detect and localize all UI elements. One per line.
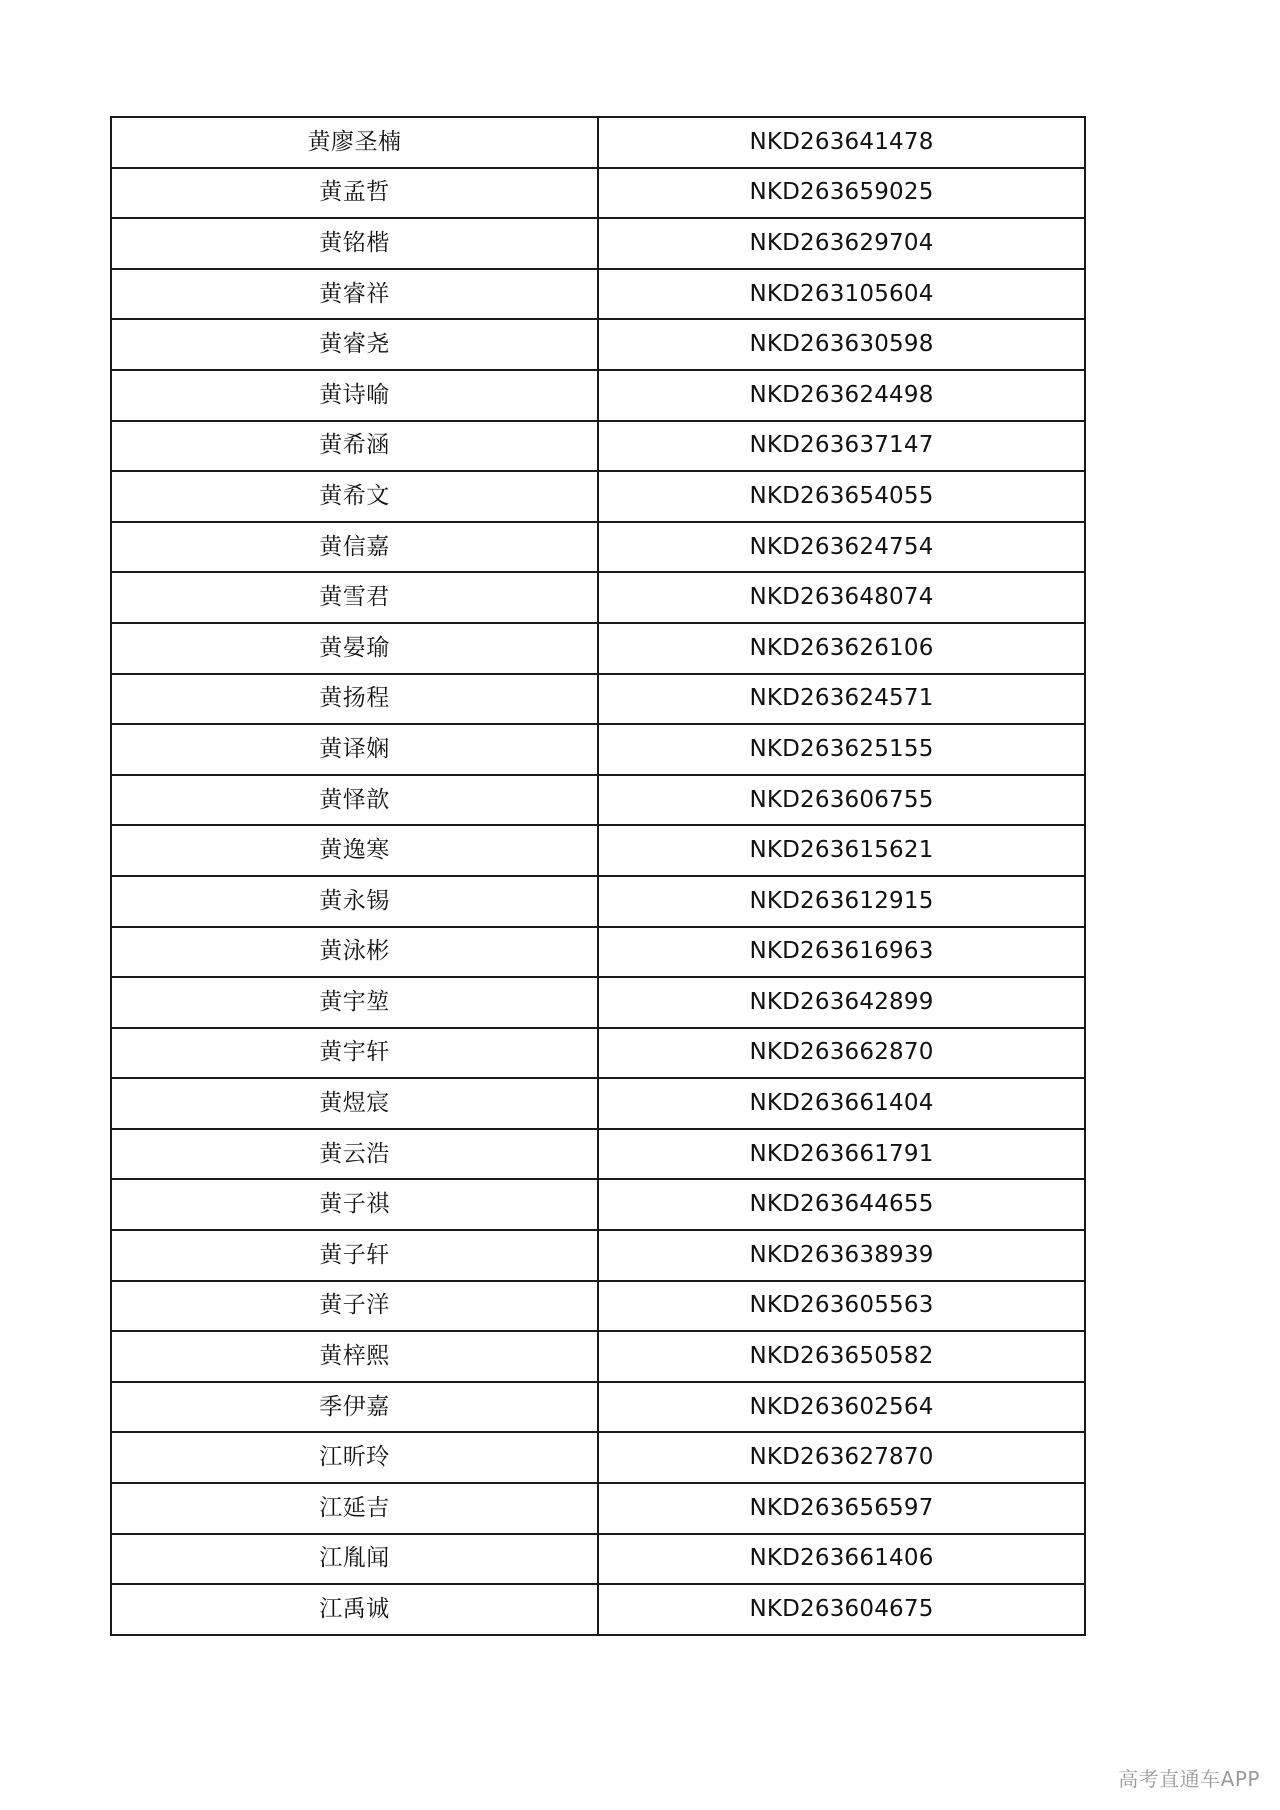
registration-id-cell: NKD263641478	[598, 117, 1085, 168]
roster-sheet	[110, 116, 1082, 1636]
student-name-cell: 黄子轩	[111, 1230, 598, 1281]
student-name-cell: 黄雪君	[111, 572, 598, 623]
registration-id-cell: NKD263624754	[598, 522, 1085, 573]
table-row	[111, 1331, 1085, 1382]
table-row	[111, 724, 1085, 775]
registration-id-cell: NKD263638939	[598, 1230, 1085, 1281]
registration-id-cell: NKD263602564	[598, 1382, 1085, 1433]
student-name-cell: 黄铭楷	[111, 218, 598, 269]
student-name-cell: 黄希文	[111, 471, 598, 522]
registration-id-cell: NKD263656597	[598, 1483, 1085, 1534]
registration-id-cell: NKD263654055	[598, 471, 1085, 522]
registration-id-cell: NKD263648074	[598, 572, 1085, 623]
registration-id-cell: NKD263624571	[598, 674, 1085, 725]
student-name-cell: 黄云浩	[111, 1129, 598, 1180]
student-name-cell: 黄廖圣楠	[111, 117, 598, 168]
registration-id-cell: NKD263624498	[598, 370, 1085, 421]
student-name-cell: 黄子祺	[111, 1179, 598, 1230]
table-row	[111, 1078, 1085, 1129]
student-name-cell: 黄怿歆	[111, 775, 598, 826]
table-row	[111, 1179, 1085, 1230]
registration-id-cell: NKD263627870	[598, 1432, 1085, 1483]
student-name-cell: 江延吉	[111, 1483, 598, 1534]
table-row	[111, 1534, 1085, 1585]
student-name-cell: 黄睿祥	[111, 269, 598, 320]
student-name-cell: 季伊嘉	[111, 1382, 598, 1433]
registration-id-cell: NKD263644655	[598, 1179, 1085, 1230]
registration-id-cell: NKD263605563	[598, 1281, 1085, 1332]
table-row	[111, 927, 1085, 978]
table-row	[111, 1230, 1085, 1281]
table-row	[111, 218, 1085, 269]
table-row	[111, 168, 1085, 219]
table-row	[111, 977, 1085, 1028]
table-row	[111, 1129, 1085, 1180]
student-name-cell: 黄永锡	[111, 876, 598, 927]
registration-id-cell: NKD263661406	[598, 1534, 1085, 1585]
registration-id-cell: NKD263661404	[598, 1078, 1085, 1129]
registration-id-cell: NKD263604675	[598, 1584, 1085, 1635]
registration-id-cell: NKD263630598	[598, 319, 1085, 370]
student-name-cell: 黄梓熙	[111, 1331, 598, 1382]
table-row	[111, 1382, 1085, 1433]
student-name-cell: 江胤闻	[111, 1534, 598, 1585]
table-row	[111, 1483, 1085, 1534]
student-name-cell: 黄诗喻	[111, 370, 598, 421]
registration-id-cell: NKD263637147	[598, 421, 1085, 472]
table-row	[111, 1432, 1085, 1483]
table-row	[111, 319, 1085, 370]
table-row	[111, 1584, 1085, 1635]
registration-id-cell: NKD263662870	[598, 1028, 1085, 1079]
registration-id-cell: NKD263629704	[598, 218, 1085, 269]
table-row	[111, 522, 1085, 573]
student-name-cell: 黄孟哲	[111, 168, 598, 219]
registration-id-cell: NKD263659025	[598, 168, 1085, 219]
table-row	[111, 1281, 1085, 1332]
table-row	[111, 572, 1085, 623]
table-row	[111, 623, 1085, 674]
table-row	[111, 674, 1085, 725]
student-name-cell: 黄希涵	[111, 421, 598, 472]
table-row	[111, 117, 1085, 168]
student-name-cell: 黄煜宸	[111, 1078, 598, 1129]
student-name-cell: 黄子洋	[111, 1281, 598, 1332]
student-name-cell: 江禹诚	[111, 1584, 598, 1635]
registration-id-cell: NKD263642899	[598, 977, 1085, 1028]
student-name-cell: 黄信嘉	[111, 522, 598, 573]
table-row	[111, 775, 1085, 826]
table-row	[111, 421, 1085, 472]
registration-id-cell: NKD263661791	[598, 1129, 1085, 1180]
student-name-cell: 黄宇轩	[111, 1028, 598, 1079]
registration-id-cell: NKD263606755	[598, 775, 1085, 826]
registration-id-cell: NKD263650582	[598, 1331, 1085, 1382]
registration-id-cell: NKD263625155	[598, 724, 1085, 775]
table-row	[111, 876, 1085, 927]
registration-id-cell: NKD263105604	[598, 269, 1085, 320]
table-row	[111, 1028, 1085, 1079]
student-name-cell: 黄译娴	[111, 724, 598, 775]
student-name-cell: 江昕玲	[111, 1432, 598, 1483]
registration-id-cell: NKD263626106	[598, 623, 1085, 674]
table-row	[111, 370, 1085, 421]
table-row	[111, 269, 1085, 320]
student-name-cell: 黄逸寒	[111, 825, 598, 876]
student-name-cell: 黄晏瑜	[111, 623, 598, 674]
student-name-cell: 黄扬程	[111, 674, 598, 725]
roster-table-body	[111, 117, 1085, 1635]
student-name-cell: 黄泳彬	[111, 927, 598, 978]
watermark-text: 高考直通车APP	[1118, 1767, 1260, 1791]
student-name-cell: 黄宇堃	[111, 977, 598, 1028]
student-name-cell: 黄睿尧	[111, 319, 598, 370]
registration-id-cell: NKD263612915	[598, 876, 1085, 927]
registration-id-cell: NKD263616963	[598, 927, 1085, 978]
table-row	[111, 471, 1085, 522]
table-row	[111, 825, 1085, 876]
registration-id-cell: NKD263615621	[598, 825, 1085, 876]
roster-table	[110, 116, 1086, 1636]
